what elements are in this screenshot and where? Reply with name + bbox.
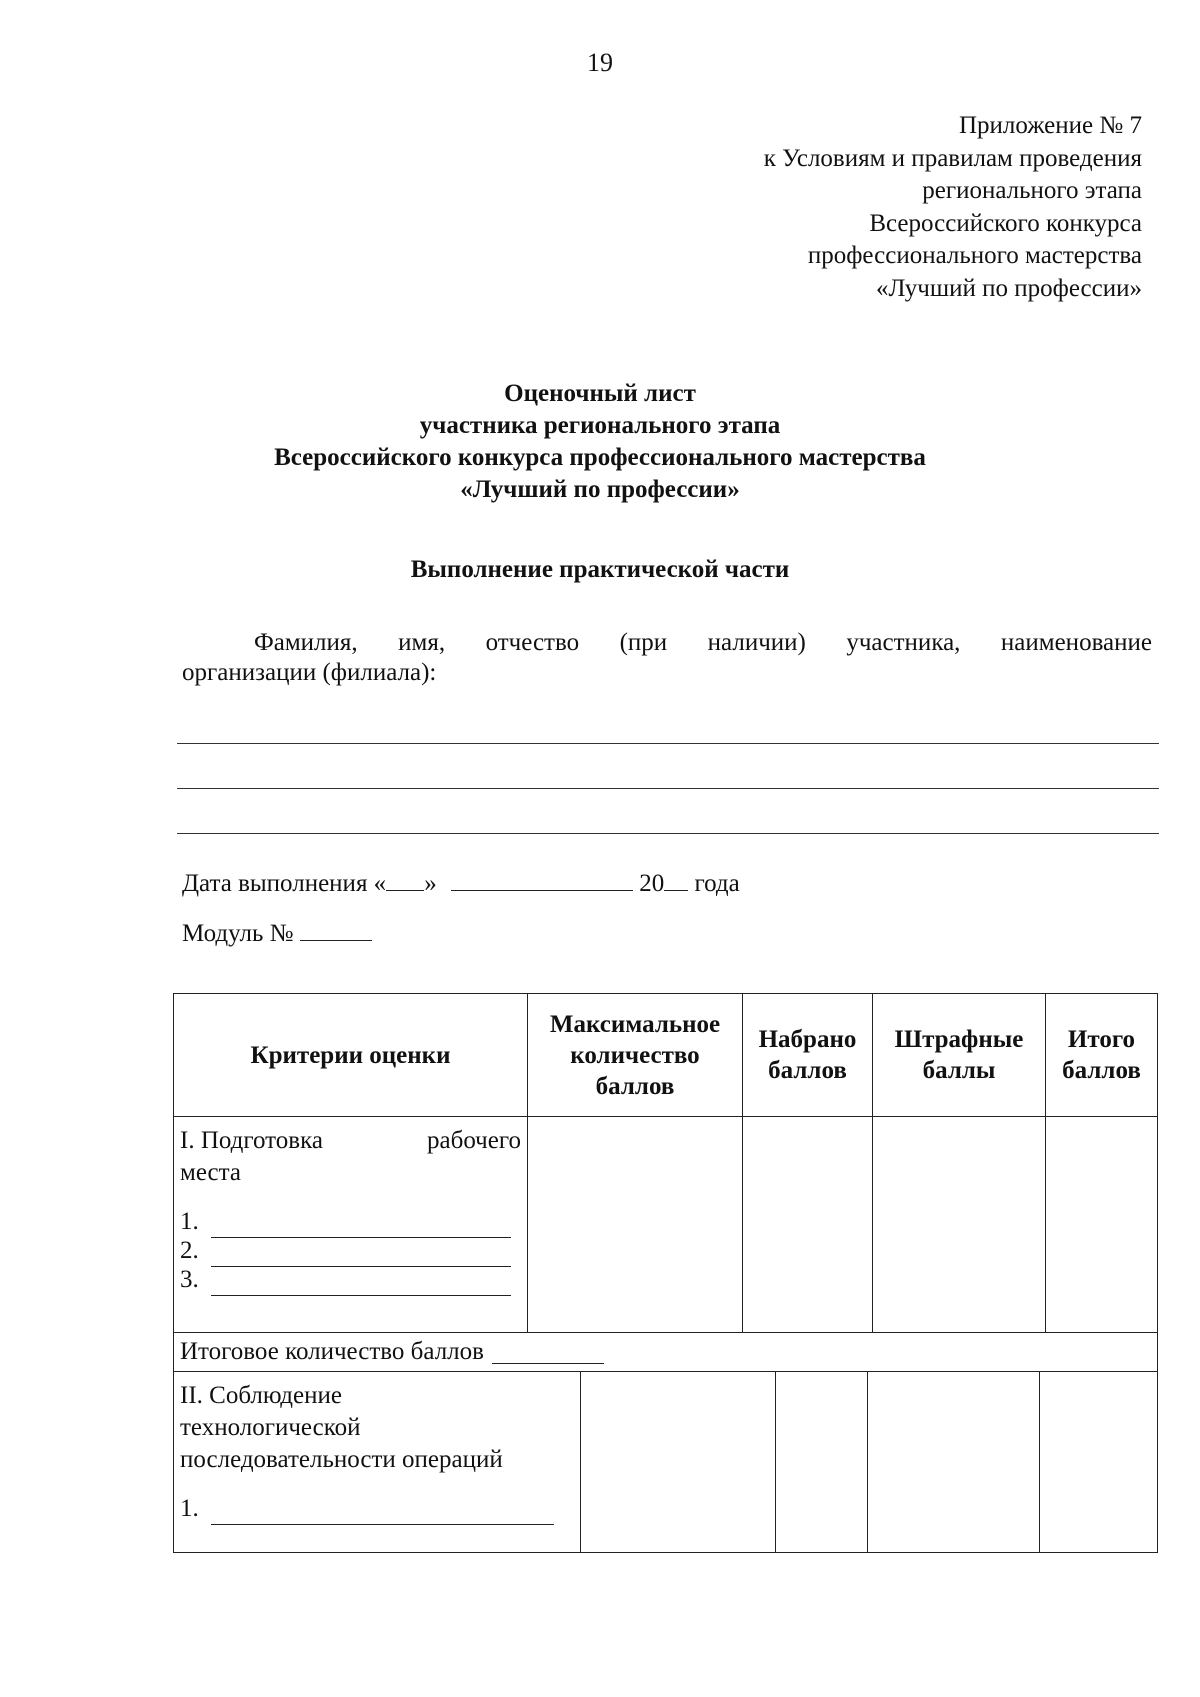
criteria-1-word-1: I. Подготовка: [180, 1127, 323, 1154]
criteria-1-item: [180, 1267, 521, 1296]
item-blank[interactable]: [211, 1215, 511, 1238]
appendix-line: профессионального мастерства: [807, 242, 1142, 269]
participant-blank-line-3[interactable]: [177, 833, 1159, 834]
total-cell[interactable]: [1039, 1372, 1157, 1552]
appendix-line: регионального этапа: [922, 177, 1142, 204]
page-number: 19: [587, 48, 613, 77]
table-row-section-1: [174, 1116, 1157, 1332]
date-field: [182, 868, 740, 898]
title-line: участника регионального этапа: [419, 412, 781, 439]
header-penalty: Штрафные баллы: [872, 994, 1045, 1116]
title-line: Всероссийского конкурса профессионального мастерства: [274, 444, 926, 471]
total-cell[interactable]: [1045, 1117, 1157, 1332]
total-score-label: Итоговое количество баллов: [180, 1338, 484, 1365]
item-blank[interactable]: [211, 1273, 511, 1296]
header-max-score: Максимальное количество баллов: [527, 994, 742, 1116]
item-number: 1.: [180, 1495, 199, 1522]
item-number: 2.: [180, 1237, 199, 1264]
participant-blank-line-1[interactable]: [177, 743, 1159, 744]
criteria-1-item: [180, 1209, 521, 1238]
section-title: Выполнение практической части: [410, 556, 790, 583]
scored-cell[interactable]: [742, 1117, 872, 1332]
criteria-1-word-2: рабочего: [427, 1127, 521, 1154]
year-prefix: 20: [639, 870, 665, 897]
criteria-section-1: [174, 1117, 527, 1332]
total-score-cell: [174, 1333, 1157, 1371]
month-blank[interactable]: [451, 868, 633, 891]
day-blank[interactable]: [386, 868, 424, 891]
max-score-cell[interactable]: [580, 1372, 775, 1552]
participant-line-1: Фамилия, имя, отчество (при наличии) участника, наименование: [254, 629, 1152, 656]
year-blank[interactable]: [664, 868, 688, 891]
criteria-2-line-2: технологической: [180, 1414, 361, 1441]
item-blank[interactable]: [211, 1502, 554, 1525]
appendix-line: «Лучший по профессии»: [875, 274, 1142, 302]
criteria-1-word-3: места: [180, 1159, 241, 1186]
penalty-cell[interactable]: [872, 1117, 1045, 1332]
date-suffix: года: [694, 870, 740, 897]
date-close-quote: »: [424, 870, 437, 897]
document-title: [0, 378, 1200, 506]
module-label: Модуль №: [182, 920, 294, 947]
item-number: 3.: [180, 1266, 199, 1293]
scored-cell[interactable]: [775, 1372, 867, 1552]
header-scored: Набрано баллов: [742, 994, 872, 1116]
header-criteria: Критерии оценки: [250, 1041, 451, 1069]
item-number: 1.: [180, 1208, 199, 1235]
header-total: Итого баллов: [1045, 994, 1157, 1116]
participant-line-2: организации (филиала):: [182, 659, 437, 686]
appendix-header: [764, 110, 1142, 305]
penalty-cell[interactable]: [867, 1372, 1039, 1552]
criteria-1-item: [180, 1238, 521, 1267]
evaluation-table: [173, 993, 1158, 1553]
appendix-line: к Условиям и правилам проведения: [763, 144, 1142, 172]
criteria-section-2: [174, 1372, 580, 1552]
participant-blank-line-2[interactable]: [177, 788, 1159, 789]
appendix-line: Всероссийского конкурса: [869, 209, 1142, 237]
module-field: [182, 918, 372, 948]
max-score-cell[interactable]: [527, 1117, 742, 1332]
appendix-line: Приложение № 7: [958, 112, 1142, 139]
date-prefix: Дата выполнения «: [182, 870, 387, 897]
title-line: Оценочный лист: [504, 380, 696, 407]
total-score-blank[interactable]: [492, 1341, 604, 1364]
criteria-2-line-1: II. Соблюдение: [180, 1382, 342, 1409]
table-header-row: [174, 994, 1157, 1116]
item-blank[interactable]: [211, 1244, 511, 1267]
criteria-2-line-3: последовательности операций: [180, 1446, 503, 1473]
criteria-2-item: [180, 1496, 574, 1525]
table-row-section-2: [174, 1371, 1157, 1552]
title-line: «Лучший по профессии»: [460, 476, 740, 503]
module-number-blank[interactable]: [300, 918, 372, 941]
participant-label: [182, 628, 1152, 688]
table-row-total: [174, 1332, 1157, 1371]
